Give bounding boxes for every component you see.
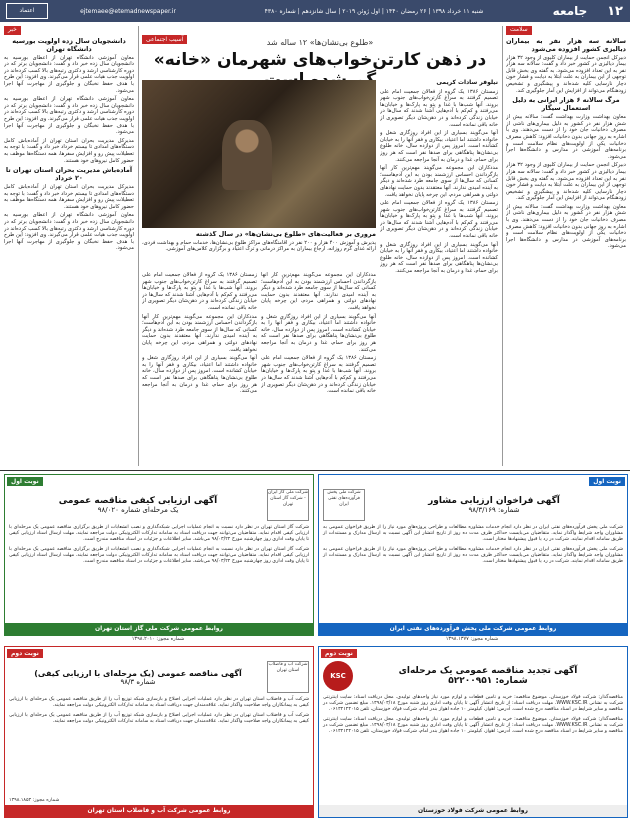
headline-smoking: مرگ سالانه ۶ هزار ایرانی به دلیل استعمال سیگار (512, 96, 620, 113)
tag-news: خبر (4, 26, 21, 35)
ads-divider (0, 470, 630, 471)
ad1-badge: نوبت اول (7, 477, 43, 486)
caption-title: مروری بر فعالیت‌های «طلوع بی‌نشان‌ها» در سال گذشته (195, 231, 376, 238)
column-divider (502, 26, 503, 466)
left-column (4, 26, 134, 466)
ad2-body: شرکت ملی پخش فرآورده‌های نفتی ایران در نظر دارد انجام خدمات مشاوره مطالعات و طراحی پروژه‌های مورد نیاز را از طریق فراخوان عمومی به مشاوران واجد شرایط واگذار نماید. متقاضیان می‌بایست حداکثر ظرف مدت ده روز از تاریخ انتشار این آگهی نسبت به ارسال مدارک و مستندات از طریق سامانه اقدام نمایند. شرکت در رد یا قبول پیشنهادها مختار است. (323, 525, 623, 542)
page-number: ۱۲ (607, 3, 623, 19)
ad4-footer: روابط عمومی شرکت فولاد خوزستان (319, 805, 627, 817)
photo-caption (142, 231, 376, 271)
main-para-2: آنها می‌گویند بسیاری از این افراد روزگاری شغل و خانواده داشتند اما اعتیاد، بیکاری و فقر آنها را به خیابان کشانده است. امروز پس از دوازده سال، خانه طلوع بی‌نشان‌ها پناهگاهی برای صدها نفر است که هر روز برای حمام، غذا و درمان به آنجا مراجعه می‌کنند. (380, 130, 498, 163)
main-kicker: «طلوع بی‌نشان‌ها» ۱۲ ساله شد (266, 38, 374, 47)
ad3-logo: شرکت آب و فاضلاب استان تهران (267, 661, 309, 693)
ad4-number: شماره: ۵۲۲۰۰۹۵۱ (448, 676, 528, 686)
ad3-number: شماره ۹۸/۳ (120, 677, 156, 686)
ad2-permit: شماره مجوز: ۱۳۹۸.۱۳۷۷ (445, 636, 499, 642)
article-university: معاون آموزشی دانشگاه تهران از اعطای بورسیه به دانشجویان سال زده خبر داد و گفت: دانشجویان برتر که در دوره کارشناسی ارشد و دکتری رتبه‌های بالا کسب کرده‌اند در اولویت جذب هیات علمی قرار می‌گیرند. وی افزود: این طرح با هدف حفظ نخبگان و جلوگیری از مهاجرت آنها اجرا می‌شود. (4, 54, 134, 94)
ad1-body: شرکت گاز استان تهران در نظر دارد نسبت به انجام عملیات اجرایی شبکه‌گذاری و نصب انشعابات از طریق برگزاری مناقصه عمومی یک مرحله‌ای با ارزیابی کیفی اقدام نماید. متقاضیان می‌توانند جهت دریافت اسناد به سامانه تدارکات الکترونیکی دولت مراجعه نمایند. مهلت ارسال اسناد ارزیابی کیفی تا پایان وقت اداری روز چهارشنبه مورخ ۹۸/۰۳/۲۲ می‌باشد. سایر اطلاعات و جزئیات در اسناد مناقصه مندرج است. (9, 525, 309, 542)
tag-health: سلامت (506, 26, 532, 35)
ad3-body-cont: شرکت آب و فاضلاب استان تهران در نظر دارد عملیات اجرایی اصلاح و بازسازی شبکه توزیع آب را از طریق مناقصه عمومی یک مرحله‌ای با ارزیابی کیفی به پیمانکاران واجد صلاحیت واگذار نماید. علاقه‌مندان جهت دریافت اسناد به سامانه تدارکات الکترونیکی دولت مراجعه نمایند. (9, 713, 309, 724)
ad1-footer: روابط عمومی شرکت ملی گاز استان تهران (5, 623, 313, 635)
caption-text: پذیرش و آموزش ۴۰۰ هزار و ۲۰۰ نفر در اقامتگاه‌های مراکز طلوع بی‌نشان‌ها، خدمات حمام و بهداشت فردی، ارائه غذای گرم روزانه، ارجاع بیماران به مراکز درمانی و ترک اعتیاد و برگزاری کلاس‌های آموزشی. (142, 239, 376, 253)
main-para-8: زمستان ۱۳۸۶ یک گروه از فعالان جمعیت امام علی تصمیم گرفتند به سراغ کارتن‌خواب‌های جنوب شهر بروند. آنها شب‌ها با غذا و پتو به پارک‌ها و خیابان‌ها می‌رفتند و کم‌کم با آدم‌هایی آشنا شدند که سال‌ها در خیابان زندگی کرده‌اند و در ذهن‌شان دیگر تصویری از خانه باقی نمانده است. (261, 355, 376, 395)
ad-water-tender (4, 646, 314, 818)
ad2-logo: شرکت ملی پخش فرآورده‌های نفتی ایران (323, 489, 365, 521)
ad1-body-cont: شرکت گاز استان تهران در نظر دارد نسبت به انجام عملیات اجرایی شبکه‌گذاری و نصب انشعابات از طریق برگزاری مناقصه عمومی یک مرحله‌ای با ارزیابی کیفی اقدام نماید. متقاضیان می‌توانند جهت دریافت اسناد به سامانه تدارکات الکترونیکی دولت مراجعه نمایند. مهلت ارسال اسناد ارزیابی کیفی تا پایان وقت اداری روز چهارشنبه مورخ ۹۸/۰۳/۲۲ می‌باشد. سایر اطلاعات و جزئیات در اسناد مناقصه مندرج است. (9, 547, 309, 564)
photo-person (222, 120, 272, 190)
ad2-title: آگهی فراخوان ارزیابی مشاور (428, 496, 560, 506)
headline-crisis: آماده‌باش مدیریت بحران استان تهران تا ۲۰ خرداد (5, 166, 133, 183)
section-title: جامعه (552, 4, 588, 18)
ad4-title: آگهی تجدید مناقصه عمومی یک مرحله‌ای (398, 666, 578, 676)
date-line: شنبه ۱۱ خرداد ۱۳۹۸ | ۲۶ رمضان ۱۴۴۰ | اول ژوئن ۲۰۱۹ | سال شانزدهم | شماره ۴۳۸۰ (264, 7, 484, 15)
ad3-body: شرکت آب و فاضلاب استان تهران در نظر دارد عملیات اجرایی اصلاح و بازسازی شبکه توزیع آب را از طریق مناقصه عمومی یک مرحله‌ای با ارزیابی کیفی به پیمانکاران واجد صلاحیت واگذار نماید. علاقه‌مندان جهت دریافت اسناد به سامانه تدارکات الکترونیکی دولت مراجعه نمایند. (9, 697, 309, 708)
ad1-title: آگهی ارزیابی کیفی مناقصه عمومی (58, 496, 218, 506)
section-email[interactable]: ejtemaee@etemadnewspaper.ir (80, 7, 176, 15)
ad3-title: آگهی مناقصه عمومی (یک مرحله‌ای با ارزیابی کیفی) (34, 668, 242, 678)
ad3-badge: نوبت دوم (7, 649, 43, 658)
tag-social: آسیب اجتماعی (142, 35, 187, 44)
newspaper-logo: اعتماد (6, 3, 48, 19)
article-smoking-cont: دبیرکل انجمن حمایت از بیماران کلیوی از وجود ۳۲ هزار بیمار دیالیزی در کشور خبر داد و گفت: سالانه سه هزار نفر به این تعداد افزوده می‌شود. به گفته وی بخش قابل توجهی از این بیماران به علت ابتلا به دیابت و فشار خون دچار نارسایی کلیه شده‌اند و پیشگیری و تشخیص زودهنگام می‌تواند از افزایش این آمار جلوگیری کند. (506, 162, 626, 202)
article-smoking-cont2: معاون بهداشت وزارت بهداشت گفت: سالانه بیش از شش هزار نفر در کشور به دلیل بیماری‌های ناشی از مصرف دخانیات جان خود را از دست می‌دهند. وی با اشاره به روز جهانی بدون دخانیات افزود: کاهش مصرف دخانیات یکی از اولویت‌های نظام سلامت است و برنامه‌های آموزشی در مدارس و دانشگاه‌ها اجرا می‌شود. (506, 203, 626, 250)
article-dialysis: دبیرکل انجمن حمایت از بیماران کلیوی از وجود ۳۲ هزار بیمار دیالیزی در کشور خبر داد و گفت: سالانه سه هزار نفر به این تعداد افزوده می‌شود. به گفته وی بخش قابل توجهی از این بیماران به علت ابتلا به دیابت و فشار خون دچار نارسایی کلیه شده‌اند و پیشگیری و تشخیص زودهنگام می‌تواند از افزایش این آمار جلوگیری کند. (506, 54, 626, 94)
article-university-cont: معاون آموزشی دانشگاه تهران از اعطای بورسیه به دانشجویان سال زده خبر داد و گفت: دانشجویان برتر که در دوره کارشناسی ارشد و دکتری رتبه‌های بالا کسب کرده‌اند در اولویت جذب هیات علمی قرار می‌گیرند. وی افزود: این طرح با هدف حفظ نخبگان و جلوگیری از مهاجرت آنها اجرا می‌شود. (4, 96, 134, 136)
headline-dialysis: سالانه سه هزار نفر به بیماران دیالیزی کشور افزوده می‌شود (506, 36, 626, 53)
article-university-cont2: مدیرکل مدیریت بحران استان تهران از آماده‌باش کامل دستگاه‌های امدادی تا بیستم خرداد خبر داد و گفت: با توجه به تعطیلات پیش رو و افزایش سفرها، همه دستگاه‌ها موظف به حضور کامل نیروهای خود هستند. (4, 137, 134, 164)
ad3-footer: روابط عمومی شرکت آب و فاضلاب استان تهران (5, 805, 313, 817)
ad-gas-tender (4, 474, 314, 636)
main-para-4: زمستان ۱۳۸۶ یک گروه از فعالان جمعیت امام علی تصمیم گرفتند به سراغ کارتن‌خواب‌های جنوب شهر بروند. آنها شب‌ها با غذا و پتو به پارک‌ها و خیابان‌ها می‌رفتند و کم‌کم با آدم‌هایی آشنا شدند که سال‌ها در خیابان زندگی کرده‌اند و در ذهن‌شان دیگر تصویری از خانه باقی نمانده است. (380, 200, 498, 240)
ad1-number: یک مرحله‌ای شماره ۹۸/۰۲۰ (97, 506, 179, 514)
article-crisis-cont: معاون آموزشی دانشگاه تهران از اعطای بورسیه به دانشجویان سال زده خبر داد و گفت: دانشجویان برتر که در دوره کارشناسی ارشد و دکتری رتبه‌های بالا کسب کرده‌اند در اولویت جذب هیات علمی قرار می‌گیرند. وی افزود: این طرح با هدف حفظ نخبگان و جلوگیری از مهاجرت آنها اجرا می‌شود. (4, 212, 134, 252)
ad-steel-tender (318, 646, 628, 818)
ad1-permit: شماره مجوز: ۱۳۹۸.۲۰۱۰ (131, 636, 185, 642)
main-photo (142, 80, 376, 228)
column-divider (138, 26, 139, 466)
article-crisis: مدیرکل مدیریت بحران استان تهران از آماده‌باش کامل دستگاه‌های امدادی تا بیستم خرداد خبر داد و گفت: با توجه به تعطیلات پیش رو و افزایش سفرها، همه دستگاه‌ها موظف به حضور کامل نیروهای خود هستند. (4, 184, 134, 210)
headline-university: دانشجویان سال زده اولویت بورسیه دانشگاه تهران (12, 36, 126, 53)
right-column (506, 26, 626, 346)
main-para-7: آنها می‌گویند بسیاری از این افراد روزگاری شغل و خانواده داشتند اما اعتیاد، بیکاری و فقر آنها را به خیابان کشانده است. امروز پس از دوازده سال، خانه طلوع بی‌نشان‌ها پناهگاهی برای صدها نفر است که هر روز برای حمام، غذا و درمان به آنجا مراجعه می‌کنند. (261, 313, 376, 353)
ad2-number: شماره: ۹۸/۳/۱۶۹ (468, 506, 520, 514)
ad4-body: مناقصه‌گذار: شرکت فولاد خوزستان. موضوع مناقصه: خرید و تامین قطعات و لوازم مورد نیاز واحدهای تولیدی. محل دریافت اسناد: سایت اینترنتی شرکت به نشانی WWW.KSC.IR. مهلت دریافت اسناد: از تاریخ انتشار آگهی تا پایان وقت اداری روز شنبه مورخ ۱۳۹۸/۰۳/۱۸. مبلغ تضمین شرکت در مناقصه و سایر شرایط در اسناد مناقصه درج شده است. آدرس: اهواز، کیلومتر ۱۰ جاده اهواز بندر امام، شرکت فولاد خوزستان، تلفن ۰۶۱۳۲۱۲۴۰۱۵. (323, 695, 623, 712)
ksc-logo: KSC (323, 661, 353, 691)
main-para-10: مددکاران این مجموعه می‌گویند مهم‌ترین کار آنها بازگرداندن احساس ارزشمند بودن به این آدم‌هاست؛ کسانی که سال‌ها از سوی جامعه طرد شده‌اند و دیگر به آینده امیدی ندارند. آنها معتقدند بدون حمایت نهادهای دولتی و همراهی مردم، این چرخه پایان نخواهد یافت. (142, 313, 257, 353)
ad1-logo: شرکت ملی گاز ایران - شرکت گاز استان تهران (267, 489, 309, 521)
main-para-3: مددکاران این مجموعه می‌گویند مهم‌ترین کار آنها بازگرداندن احساس ارزشمند بودن به این آدم‌هاست؛ کسانی که سال‌ها از سوی جامعه طرد شده‌اند و دیگر به آینده امیدی ندارند. آنها معتقدند بدون حمایت نهادهای دولتی و همراهی مردم، این چرخه پایان نخواهد یافت. (380, 165, 498, 198)
ad2-footer: روابط عمومی شرکت ملی پخش فرآورده‌های نفتی ایران (319, 623, 627, 635)
main-para-5: آنها می‌گویند بسیاری از این افراد روزگاری شغل و خانواده داشتند اما اعتیاد، بیکاری و فقر آنها را به خیابان کشانده است. امروز پس از دوازده سال، خانه طلوع بی‌نشان‌ها پناهگاهی برای صدها نفر است که هر روز برای حمام، غذا و درمان به آنجا مراجعه می‌کنند. (380, 241, 498, 275)
main-story-col1 (380, 78, 498, 468)
main-byline: نیلوفر سادات کریمی (436, 79, 498, 86)
ad4-body-cont: مناقصه‌گذار: شرکت فولاد خوزستان. موضوع مناقصه: خرید و تامین قطعات و لوازم مورد نیاز واحدهای تولیدی. محل دریافت اسناد: سایت اینترنتی شرکت به نشانی WWW.KSC.IR. مهلت دریافت اسناد: از تاریخ انتشار آگهی تا پایان وقت اداری روز شنبه مورخ ۱۳۹۸/۰۳/۱۸. مبلغ تضمین شرکت در مناقصه و سایر شرایط در اسناد مناقصه درج شده است. آدرس: اهواز، کیلومتر ۱۰ جاده اهواز بندر امام، شرکت فولاد خوزستان، تلفن ۰۶۱۳۲۱۲۴۰۱۵. (323, 717, 623, 734)
main-para-9: زمستان ۱۳۸۶ یک گروه از فعالان جمعیت امام علی تصمیم گرفتند به سراغ کارتن‌خواب‌های جنوب شهر بروند. آنها شب‌ها با غذا و پتو به پارک‌ها و خیابان‌ها می‌رفتند و کم‌کم با آدم‌هایی آشنا شدند که سال‌ها در خیابان زندگی کرده‌اند و در ذهن‌شان دیگر تصویری از خانه باقی نمانده است. (142, 272, 257, 311)
main-headline: در ذهن کارتن‌خواب‌های شهرمان «خانه» (153, 50, 487, 70)
main-story-col2 (261, 272, 376, 468)
page-header (0, 0, 630, 22)
main-para-6: مددکاران این مجموعه می‌گویند مهم‌ترین کار آنها بازگرداندن احساس ارزشمند بودن به این آدم‌هاست؛ کسانی که سال‌ها از سوی جامعه طرد شده‌اند و دیگر به آینده امیدی ندارند. آنها معتقدند بدون حمایت نهادهای دولتی و همراهی مردم، این چرخه پایان نخواهد یافت. (261, 272, 376, 311)
ad3-permit: شماره مجوز: ۱۳۹۸.۱۸۵۳ (9, 798, 60, 803)
article-smoking: معاون بهداشت وزارت بهداشت گفت: سالانه بیش از شش هزار نفر در کشور به دلیل بیماری‌های ناشی از مصرف دخانیات جان خود را از دست می‌دهند. وی با اشاره به روز جهانی بدون دخانیات افزود: کاهش مصرف دخانیات یکی از اولویت‌های نظام سلامت است و برنامه‌های آموزشی در مدارس و دانشگاه‌ها اجرا می‌شود. (506, 114, 626, 160)
main-para-1: زمستان ۱۳۸۶ یک گروه از فعالان جمعیت امام علی تصمیم گرفتند به سراغ کارتن‌خواب‌های جنوب شهر بروند. آنها شب‌ها با غذا و پتو به پارک‌ها و خیابان‌ها می‌رفتند و کم‌کم با آدم‌هایی آشنا شدند که سال‌ها در خیابان زندگی کرده‌اند و در ذهن‌شان دیگر تصویری از خانه باقی نمانده است. (380, 88, 498, 128)
ad2-badge: نوبت اول (589, 477, 625, 486)
ad4-badge: نوبت دوم (321, 649, 357, 658)
main-story-col3 (142, 272, 257, 468)
ad-oil-consultant (318, 474, 628, 636)
main-para-11: آنها می‌گویند بسیاری از این افراد روزگاری شغل و خانواده داشتند اما اعتیاد، بیکاری و فقر آنها را به خیابان کشانده است. امروز پس از دوازده سال، خانه طلوع بی‌نشان‌ها پناهگاهی برای صدها نفر است که هر روز برای حمام، غذا و درمان به آنجا مراجعه می‌کنند. (142, 355, 257, 395)
ad2-body-cont: شرکت ملی پخش فرآورده‌های نفتی ایران در نظر دارد انجام خدمات مشاوره مطالعات و طراحی پروژه‌های مورد نیاز را از طریق فراخوان عمومی به مشاوران واجد شرایط واگذار نماید. متقاضیان می‌بایست حداکثر ظرف مدت ده روز از تاریخ انتشار این آگهی نسبت به ارسال مدارک و مستندات از طریق سامانه اقدام نمایند. شرکت در رد یا قبول پیشنهادها مختار است. (323, 547, 623, 564)
